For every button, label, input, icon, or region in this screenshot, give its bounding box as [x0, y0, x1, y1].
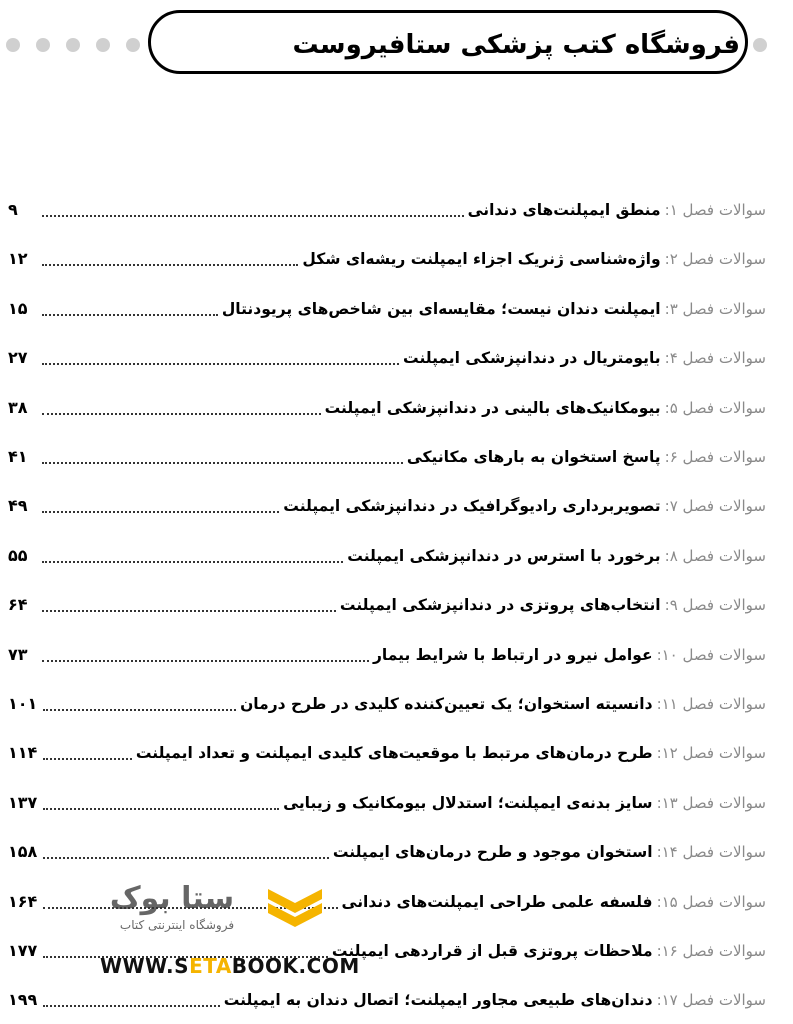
- dot-leader: [43, 709, 236, 711]
- chapter-label: سوالات فصل ۱۷:: [656, 991, 766, 1010]
- page-title: فروشگاه کتب پزشکی ستافیروست: [292, 30, 740, 60]
- toc-row: [8, 244, 766, 274]
- chapter-label: سوالات فصل ۳:: [664, 299, 766, 318]
- chapter-label: سوالات فصل ۱۶:: [656, 942, 766, 960]
- page-header: [0, 0, 793, 110]
- toc-row: [8, 738, 766, 768]
- toc-row: [8, 936, 766, 966]
- chapter-title: ایمپلنت دندان نیست؛ مقایسه‌ای بین شاخص‌های پریودنتال: [221, 299, 661, 318]
- dot-leader: [43, 857, 329, 859]
- dot-leader: [43, 808, 279, 810]
- page-number: ۴۱: [8, 447, 28, 466]
- page-number: ۱۰۱: [8, 694, 38, 713]
- page-number: ۹: [8, 200, 18, 219]
- page-number: ۴۹: [8, 496, 28, 516]
- chapter-title: واژه‌شناسی ژنریک اجزاء ایمپلنت ریشه‌ای شکل: [302, 250, 661, 269]
- toc-row: [8, 491, 766, 521]
- toc-row: [8, 590, 766, 620]
- watermark-brand: ستا بوک: [109, 881, 235, 916]
- page-number: ۶۴: [8, 595, 28, 615]
- chapter-label: سوالات فصل ۲:: [664, 250, 766, 269]
- chapter-title: دانسیته استخوان؛ یک تعیین‌کننده کلیدی در طرح درمان: [240, 695, 653, 713]
- toc-row: [8, 294, 766, 324]
- dot-leader: [43, 956, 328, 958]
- page-number: ۱۵: [8, 298, 28, 318]
- chapter-label: سوالات فصل ۱۵:: [656, 892, 766, 911]
- chapter-label: سوالات فصل ۱۳:: [656, 793, 766, 812]
- dot-icon: [66, 38, 80, 52]
- chapter-label: سوالات فصل ۱:: [664, 201, 766, 219]
- dot-leader: [42, 462, 403, 464]
- page-number: ۱۷۷: [8, 941, 38, 960]
- chapter-label: سوالات فصل ۵:: [664, 398, 766, 417]
- toc-row: [8, 887, 766, 917]
- chapter-title: تصویربرداری رادیوگرافیک در دندانپزشکی ایمپلنت: [283, 497, 661, 516]
- dot-leader: [42, 413, 321, 415]
- chapter-label: سوالات فصل ۱۲:: [656, 744, 766, 763]
- dot-leader: [42, 215, 464, 217]
- chapter-label: سوالات فصل ۱۰:: [656, 645, 766, 664]
- chapter-label: سوالات فصل ۶:: [664, 448, 766, 466]
- dot-icon: [753, 38, 767, 52]
- page-number: ۵۵: [8, 545, 28, 565]
- page-number: ۲۷: [8, 348, 28, 368]
- site-accent: ETA: [189, 954, 232, 978]
- chapter-title: بایومتریال در دندانپزشکی ایمپلنت: [403, 349, 661, 368]
- chapter-title: سایز بدنه‌ی ایمپلنت؛ استدلال بیومکانیک و زیبایی: [283, 793, 653, 812]
- page-number: ۱۵۸: [8, 842, 38, 862]
- toc-row: [8, 393, 766, 423]
- chapter-label: سوالات فصل ۴:: [664, 349, 766, 368]
- toc-row: [8, 343, 766, 373]
- chapter-title: عوامل نیرو در ارتباط با شرایط بیمار: [372, 645, 653, 664]
- dot-leader: [42, 363, 399, 365]
- page-number: ۳۸: [8, 397, 28, 417]
- toc-row: [8, 195, 766, 225]
- dot-icon: [36, 38, 50, 52]
- dot-leader: [43, 907, 337, 909]
- dot-leader: [43, 1005, 219, 1007]
- chapter-label: سوالات فصل ۸:: [664, 546, 766, 565]
- chapter-title: استخوان موجود و طرح درمان‌های ایمپلنت: [332, 843, 653, 862]
- chapter-label: سوالات فصل ۱۱:: [656, 695, 766, 713]
- chapter-title: انتخاب‌های پروتزی در دندانپزشکی ایمپلنت: [339, 596, 661, 615]
- site-prefix: WWW.S: [100, 954, 190, 978]
- page-number: ۱۳۷: [8, 792, 38, 812]
- page-number: ۷۳: [8, 644, 28, 664]
- chapter-title: ملاحظات پروتزی قبل از قراردهی ایمپلنت: [331, 942, 653, 960]
- toc-row: [8, 689, 766, 719]
- dot-leader: [42, 264, 298, 266]
- toc-row: [8, 985, 766, 1015]
- chapter-title: برخورد با استرس در دندانپزشکی ایمپلنت: [347, 546, 661, 565]
- chapter-label: سوالات فصل ۹:: [664, 596, 766, 615]
- toc-row: [8, 442, 766, 472]
- chapter-title: بیومکانیک‌های بالینی در دندانپزشکی ایمپلنت: [324, 398, 661, 417]
- toc-row: [8, 837, 766, 867]
- chapter-label: سوالات فصل ۷:: [664, 497, 766, 516]
- toc-row: [8, 541, 766, 571]
- dot-icon: [6, 38, 20, 52]
- toc-row: [8, 788, 766, 818]
- site-suffix: BOOK.COM: [231, 954, 360, 978]
- dot-icon: [96, 38, 110, 52]
- dot-leader: [43, 758, 132, 760]
- dot-leader: [42, 511, 279, 513]
- chapter-title: طرح درمان‌های مرتبط با موقعیت‌های کلیدی ایمپلنت و تعداد ایمپلنت: [135, 744, 653, 763]
- dot-leader: [42, 610, 336, 612]
- page-number: ۱۹۹: [8, 990, 38, 1010]
- page-number: ۱۲: [8, 249, 28, 269]
- chapter-title: فلسفه علمی طراحی ایمپلنت‌های دندانی: [341, 892, 653, 911]
- dot-icon: [126, 38, 140, 52]
- page-number: ۱۱۴: [8, 743, 38, 763]
- dot-leader: [42, 660, 369, 662]
- chapter-title: دندان‌های طبیعی مجاور ایمپلنت؛ اتصال دندان به ایمپلنت: [223, 991, 653, 1010]
- dot-leader: [42, 314, 218, 316]
- chapter-title: منطق ایمپلنت‌های دندانی: [467, 201, 661, 219]
- chapter-label: سوالات فصل ۱۴:: [656, 843, 766, 862]
- toc-row: [8, 640, 766, 670]
- watermark-tagline: فروشگاه اینترنتی کتاب: [119, 918, 235, 932]
- dot-leader: [42, 561, 343, 563]
- chapter-title: پاسخ استخوان به بارهای مکانیکی: [406, 448, 661, 466]
- page-number: ۱۶۴: [8, 891, 38, 911]
